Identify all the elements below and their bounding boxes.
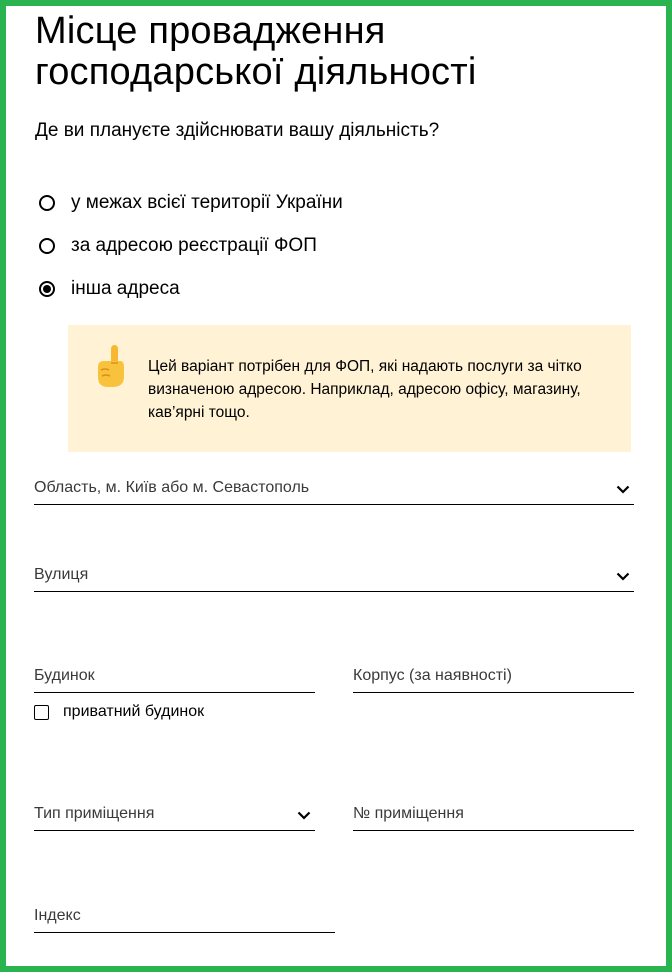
building-label: Будинок bbox=[34, 667, 95, 684]
premises-type-label: Тип приміщення bbox=[34, 805, 155, 822]
radio-label: інша адреса bbox=[71, 278, 180, 299]
page-title: Місце провадження господарської діяльності bbox=[35, 10, 477, 93]
private-house-checkbox-row[interactable] bbox=[34, 703, 204, 721]
street-label: Вулиця bbox=[34, 566, 89, 583]
pointing-up-hand-icon bbox=[92, 343, 126, 389]
premises-number-label: № приміщення bbox=[353, 805, 464, 822]
block-input[interactable] bbox=[353, 660, 634, 693]
question-text: Де ви плануєте здійснювати вашу діяльність? bbox=[35, 120, 440, 141]
private-house-checkbox[interactable] bbox=[34, 705, 49, 720]
chevron-down-icon bbox=[297, 811, 311, 820]
chevron-down-icon bbox=[616, 485, 630, 494]
radio-label: за адресою реєстрації ФОП bbox=[71, 235, 317, 256]
private-house-label: приватний будинок bbox=[63, 703, 205, 720]
premises-type-select[interactable] bbox=[34, 798, 315, 831]
block-label: Корпус (за наявності) bbox=[353, 667, 512, 684]
radio-option-registration-address[interactable] bbox=[39, 235, 317, 257]
radio-label: у межах всієї території України bbox=[71, 192, 343, 213]
street-select[interactable] bbox=[34, 559, 634, 592]
radio-option-whole-territory[interactable] bbox=[39, 192, 343, 214]
radio-option-other-address[interactable] bbox=[39, 278, 180, 300]
radio-button-selected[interactable] bbox=[39, 281, 55, 297]
region-select[interactable] bbox=[34, 472, 634, 505]
chevron-down-icon bbox=[616, 572, 630, 581]
building-input[interactable] bbox=[34, 660, 315, 693]
radio-button[interactable] bbox=[39, 238, 55, 254]
premises-number-input[interactable] bbox=[353, 798, 634, 831]
index-label: Індекс bbox=[34, 907, 81, 924]
index-input[interactable] bbox=[34, 900, 335, 933]
info-note bbox=[68, 325, 631, 452]
radio-button[interactable] bbox=[39, 195, 55, 211]
note-text: Цей варіант потрібен для ФОП, які надають послуги за чітко визначеною адресою. Наприклад, адресою офісу, магазину, кав’ярні тощо. bbox=[148, 358, 582, 421]
region-label: Область, м. Київ або м. Севастополь bbox=[34, 479, 310, 496]
